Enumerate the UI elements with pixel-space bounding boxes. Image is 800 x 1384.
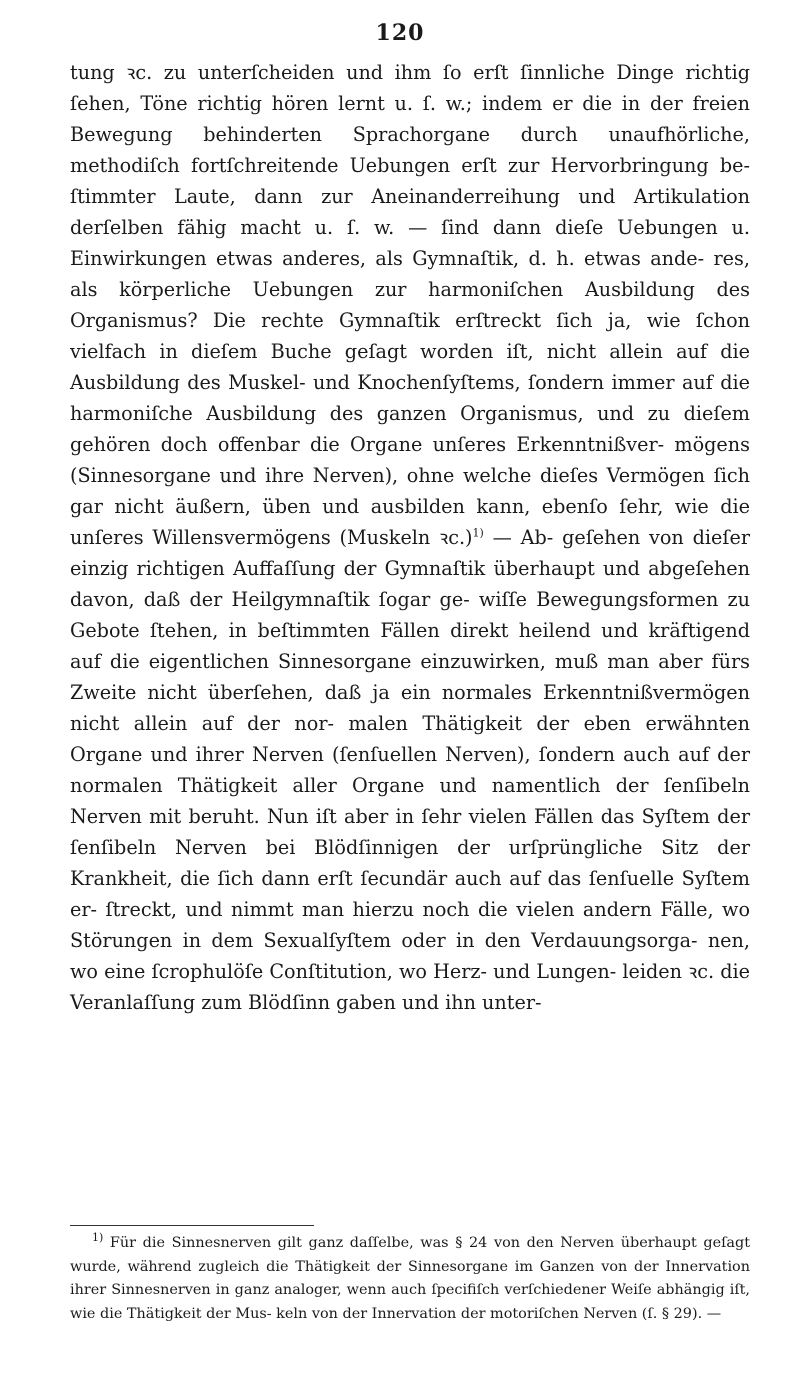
main-text-block <box>70 57 750 1018</box>
footnote-reference: 1) <box>472 526 484 540</box>
page-number: 120 <box>375 20 425 46</box>
footnote-separator <box>70 1225 314 1226</box>
footnote-text: Für die Sinnesnerven gilt ganz daſſelbe, was § 24 von den Nerven überhaupt geſagt wurde, während zugleich die Thätigkeit der Sinnesorgane im Ganzen von der Innervation ihrer Sinnesnerven in ganz analoger, wenn auch ſpecifiſch verſchiedener Weiſe abhängig iſt, wie die Thätigkeit der Mus- keln von der Innervation der motoriſchen Nerven (ſ. § 29). — <box>70 1235 750 1322</box>
main-paragraph <box>70 57 750 1018</box>
main-paragraph-text: tung ꝛc. zu unterſcheiden und ihm ſo erſt ſinnliche Dinge richtig ſehen, Töne richtig hören lernt u. ſ. w.; indem er die in der freien Bewegung behinderten Sprachorgane durch unaufhörliche, methodiſch fortſchreitende Uebungen erſt zur Hervorbringung be- ſtimmter Laute, dann zur Aneinanderreihung und Artikulation derſelben fähig macht u. ſ. w. — ſind dann dieſe Uebungen u. Einwirkungen etwas anderes, als Gymnaſtik, d. h. etwas ande- res, als körperliche Uebungen zur harmoniſchen Ausbildung des Organismus? Die rechte Gymnaſtik erſtreckt ſich ja, wie ſchon vielfach in dieſem Buche geſagt worden iſt, nicht allein auf die Ausbildung des Muskel- und Knochenſyſtems, ſondern immer auf die harmoniſche Ausbildung des ganzen Organismus, und zu dieſem gehören doch offenbar die Organe unſeres Erkenntnißver- mögens (Sinnesorgane und ihre Nerven), ohne welche dieſes Vermögen ſich gar nicht äußern, üben und ausbilden kann, ebenſo ſehr, wie die unſeres Willensvermögens (Muskeln ꝛc.) <box>70 61 750 549</box>
footnote <box>70 1232 750 1326</box>
main-paragraph-continuation: — Ab- geſehen von dieſer einzig richtigen Auffaſſung der Gymnaſtik überhaupt und abgeſehen davon, daß der Heilgymnaſtik ſogar ge- wiſſe Bewegungsformen zu Gebote ſtehen, in beſtimmten Fällen direkt heilend und kräftigend auf die eigentlichen Sinnesorgane einzuwirken, muß man aber fürs Zweite nicht überſehen, daß ja ein normales Erkenntnißvermögen nicht allein auf der nor- malen Thätigkeit der eben erwähnten Organe und ihrer Nerven (ſenſuellen Nerven), ſondern auch auf der normalen Thätigkeit aller Organe und namentlich der ſenſibeln Nerven mit beruht. Nun iſt aber in ſehr vielen Fällen das Syſtem der ſenſibeln Nerven bei Blödſinnigen der urſprüngliche Sitz der Krankheit, die ſich dann erſt ſecundär auch auf das ſenſuelle Syſtem er- ſtreckt, und nimmt man hierzu noch die vielen andern Fälle, wo Störungen in dem Sexualſyſtem oder in den Verdauungsorga- nen, wo eine ſcrophulöſe Conſtitution, wo Herz- und Lungen- leiden ꝛc. die Veranlaſſung zum Blödſinn gaben und ihn unter- <box>70 526 751 1014</box>
footnote-block <box>70 1232 750 1326</box>
footnote-mark: 1) <box>92 1231 104 1245</box>
